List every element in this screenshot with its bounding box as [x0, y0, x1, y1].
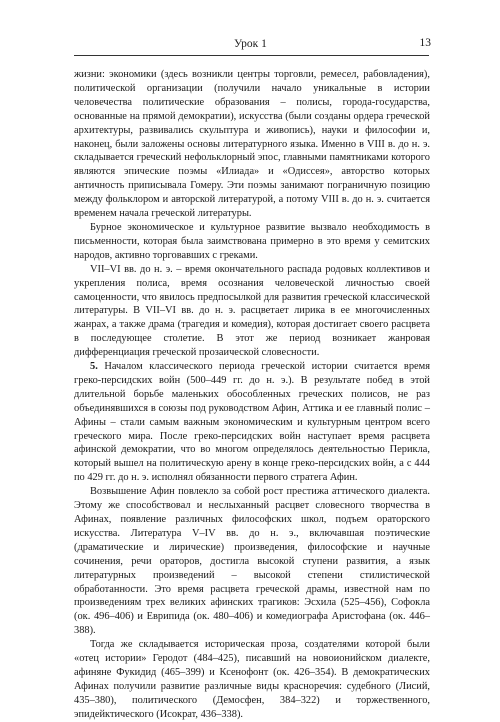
- section-marker: 5.: [90, 361, 98, 373]
- paragraph-text: Началом классического периода греческой истории считается время греко-персидских войн (500–449 гг. до н. э.). В результате побед в этой длительной борьбе маленьких обособленных греческих полисов, не раз объединявшихся в союзы под руководством Афин, Аттика и ее главный полис – Афины – стали самым важным экономическим и культурным центром всего греческого мира. После греко-персидских войн наступает время расцвета афинской демократии, что во многом определялось деятельностью Перикла, который вышел на политическую арену в конце греко-персидских войн, а с 444 по 429 гг. до н. э. исполнял обязанности первого стратега Афин.: [74, 361, 430, 484]
- body-text: [74, 68, 430, 722]
- paragraph: Тогда же складывается историческая проза, создателями которой были «отец истории» Геродот (484–425), писавший на новоионийском диалекте, афиняне Фукидид (465–399) и Ксенофонт (ок. 426–354). В демократических Афинах получили развитие различные виды красноречия: судебного (Лисий, 435–380), политического (Демосфен, 384–322) и торжественного, эпидейктического (Исократ, 436–338).: [74, 639, 430, 720]
- page-number: 13: [419, 37, 431, 49]
- running-header: [74, 37, 429, 56]
- lesson-title: Урок 1: [234, 38, 267, 50]
- paragraph: Бурное экономическое и культурное развитие вызвало необходимость в письменности, которая была заимствована примерно в это время у семитских народов, активно торговавших с греками.: [74, 221, 430, 261]
- paragraph: [74, 360, 430, 485]
- paragraph: Возвышение Афин повлекло за собой рост престижа аттического диалекта. Этому же способствовал и неслыханный расцвет словесного творчества в Афинах, появление различных философских школ, подъем ораторского искусства. Литература V–IV вв. до н. э., включавшая поэтические (драматические и лирические) произведения, философские и научные сочинения, речи ораторов, достигла высокой ступени развития, а язык литературных произведений – высокой степени стилистической обработанности. Это время расцвета греческой драмы, известной нам по произведениям трех великих афинских трагиков: Эсхила (525–456), Софокла (ок. 496–406) и Еврипида (ок. 480–406) и комедиографа Аристофана (ок. 446–388).: [74, 486, 430, 637]
- paragraph: VII–VI вв. до н. э. – время окончательного распада родовых коллективов и укрепления полиса, время осознания человеческой личностью своей самоценности, что явилось предпосылкой для развития греческой классической литературы. В VII–VI вв. до н. э. расцветает лирика в ее многочисленных жанрах, а также драма (трагедия и комедия), которая достигает своего расцвета в последующее столетие. В этот же период возникает жанровая дифференциация греческой прозаической словесности.: [74, 263, 430, 359]
- paragraph: жизни: экономики (здесь возникли центры торговли, ремесел, рабовладения), политической организации (получили начало уникальные в истории человечества политические образования – полисы, города-государства, основанные на прямой демократии), искусства (были созданы ордера греческой архитектуры, развивались скульптура и живопись), науки и философии и, наконец, были заложены основы литературного языка. Именно в VIII в. до н. э. складывается греческий нефольклорный эпос, главными памятниками которого являются эпические поэмы «Илиада» и «Одиссея», авторство которых античность приписывала Гомеру. Эти поэмы занимают пограничную позицию между фольклором и авторской литературой, а потому VIII в. до н. э. считается временем начала греческой литературы.: [74, 69, 430, 220]
